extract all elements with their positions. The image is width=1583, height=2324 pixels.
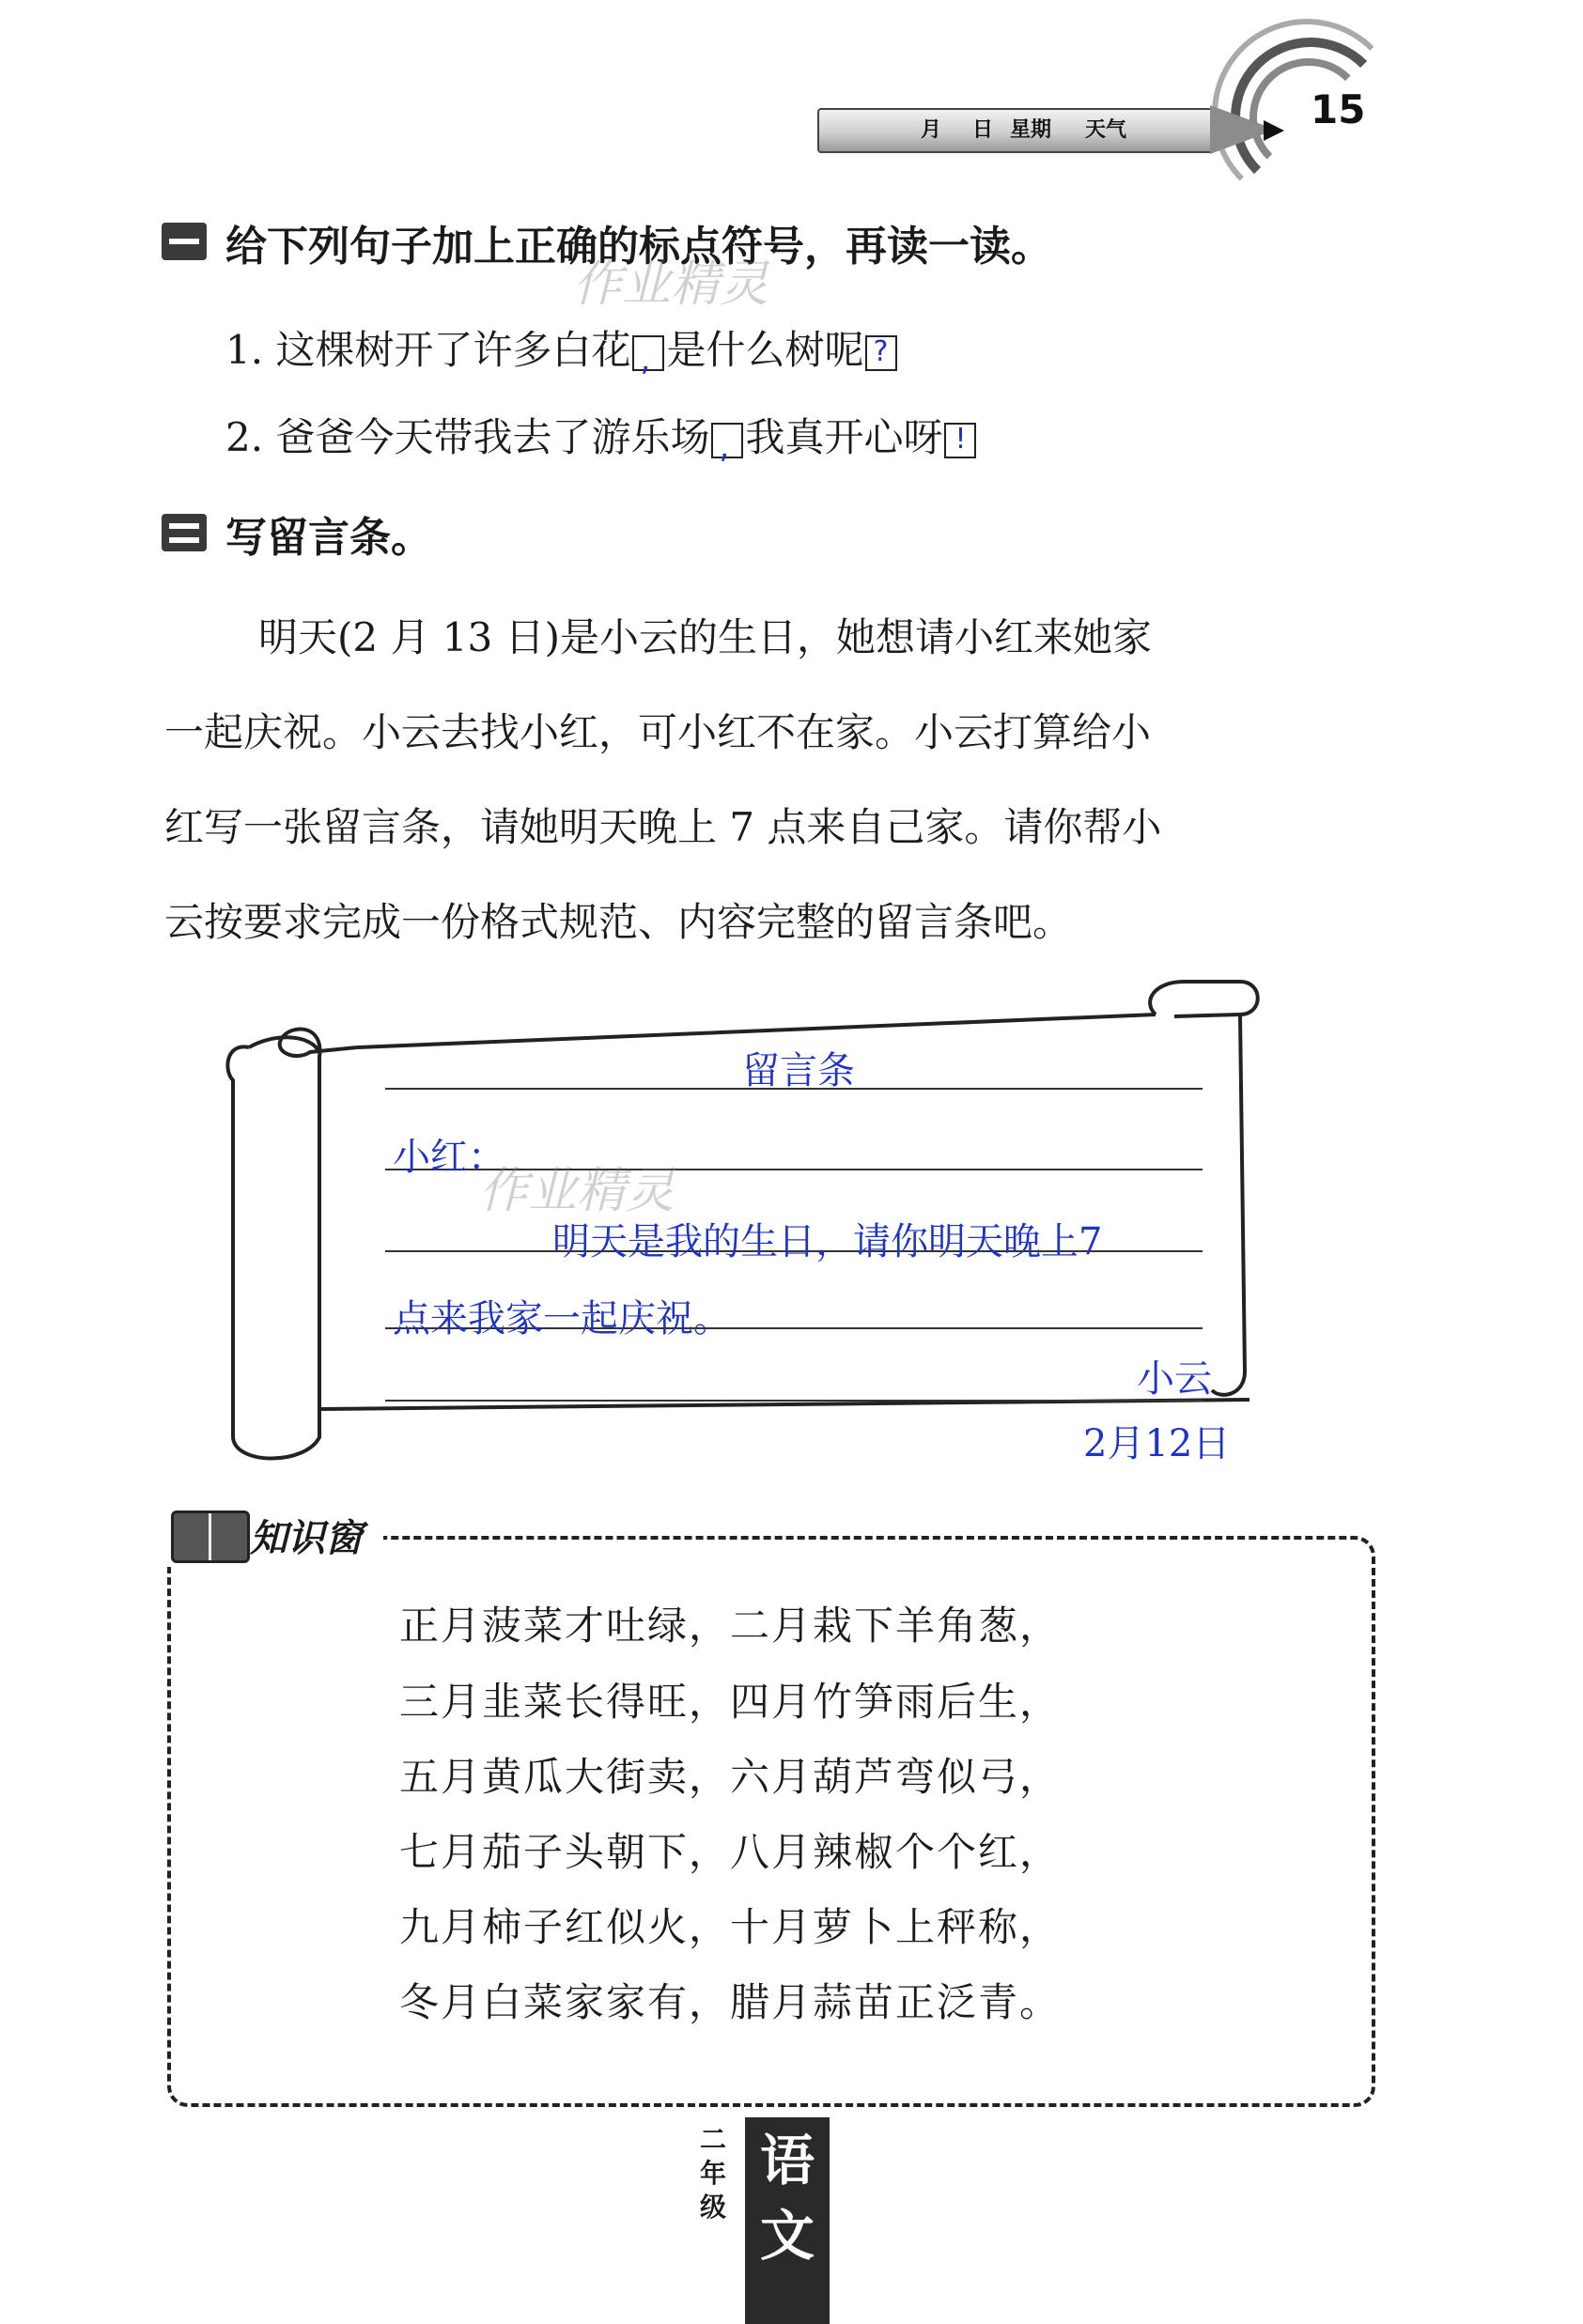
paragraph-line: 红写一张留言条，请她明天晚上 7 点来自己家。请你帮小 xyxy=(164,804,1162,850)
answer-box[interactable] xyxy=(711,423,743,466)
answer-mark: , xyxy=(640,341,651,379)
paragraph-line: 一起庆祝。小云去找小红，可小红不在家。小云打算给小 xyxy=(164,709,1152,755)
date-weather-label: 天气 xyxy=(1085,118,1127,142)
note-date: 2月12日 xyxy=(1083,1422,1231,1465)
answer-mark: ! xyxy=(954,423,967,456)
pencil-lead xyxy=(1264,120,1284,141)
knowledge-label: 知识窗 xyxy=(250,1517,363,1560)
grade-char: 二 xyxy=(699,2124,726,2155)
subject-char: 文 xyxy=(759,2204,815,2268)
poem-line: 五月黄瓜大街卖，六月葫芦弯似弓， xyxy=(399,1754,1062,1800)
poem-line: 冬月白菜家家有，腊月蒜苗正泛青。 xyxy=(399,1979,1062,2025)
date-weekday-label: 星期 xyxy=(1010,118,1052,142)
grade-label xyxy=(697,2123,729,2224)
poem-line: 七月茄子头朝下，八月辣椒个个红， xyxy=(399,1829,1062,1875)
question-text: 这棵树开了许多白花 xyxy=(275,327,631,373)
writing-line xyxy=(385,1400,1203,1402)
answer-mark: , xyxy=(719,428,730,466)
answer-box[interactable] xyxy=(944,423,976,458)
watermark: 作业精灵 xyxy=(479,1163,675,1219)
section-one-title: 给下列句子加上正确的标点符号，再读一读。 xyxy=(225,223,1052,271)
note-signature: 小云 xyxy=(1137,1357,1212,1401)
note-heading: 留言条 xyxy=(742,1049,855,1092)
page-number: 15 xyxy=(1311,86,1366,132)
section-two-title: 写留言条。 xyxy=(225,514,432,562)
poem-line: 三月韭菜长得旺，四月竹笋雨后生， xyxy=(399,1679,1062,1725)
watermark: 作业精灵 xyxy=(573,256,769,313)
question-text: 是什么树呢 xyxy=(666,327,864,373)
subject-char: 语 xyxy=(759,2129,815,2192)
subject-tab xyxy=(745,2117,830,2324)
note-body-line-2: 点来我家一起庆祝。 xyxy=(393,1297,731,1340)
instruction-paragraph xyxy=(164,590,1358,969)
section-two-icon xyxy=(162,514,207,551)
question-2 xyxy=(225,407,978,466)
note-salutation: 小红： xyxy=(393,1136,505,1179)
book-icon xyxy=(171,1511,250,1563)
grade-char: 年 xyxy=(699,2158,726,2189)
poem-line: 九月柿子红似火，十月萝卜上秤称， xyxy=(399,1904,1062,1950)
date-day-label: 日 xyxy=(972,118,994,142)
page-header xyxy=(0,0,1583,188)
question-text: 爸爸今天带我去了游乐场 xyxy=(275,414,710,460)
answer-mark: ? xyxy=(873,335,889,368)
grade-char: 级 xyxy=(699,2192,726,2223)
section-one-icon xyxy=(162,223,207,260)
note-body-line-1: 明天是我的生日，请你明天晚上7 xyxy=(552,1220,1103,1263)
answer-box[interactable] xyxy=(865,335,897,371)
question-text: 我真开心呀 xyxy=(745,414,943,460)
question-number: 1. xyxy=(225,327,264,373)
date-month-label: 月 xyxy=(921,118,942,142)
question-number: 2. xyxy=(225,414,264,460)
paragraph-line: 明天(2 月 13 日)是小云的生日，她想请小红来她家 xyxy=(258,614,1152,660)
paragraph-line: 云按要求完成一份格式规范、内容完整的留言条吧。 xyxy=(164,899,1073,945)
poem-line: 正月菠菜才吐绿，二月栽下羊角葱， xyxy=(399,1603,1062,1649)
answer-box[interactable] xyxy=(632,335,664,379)
question-1 xyxy=(225,319,899,379)
